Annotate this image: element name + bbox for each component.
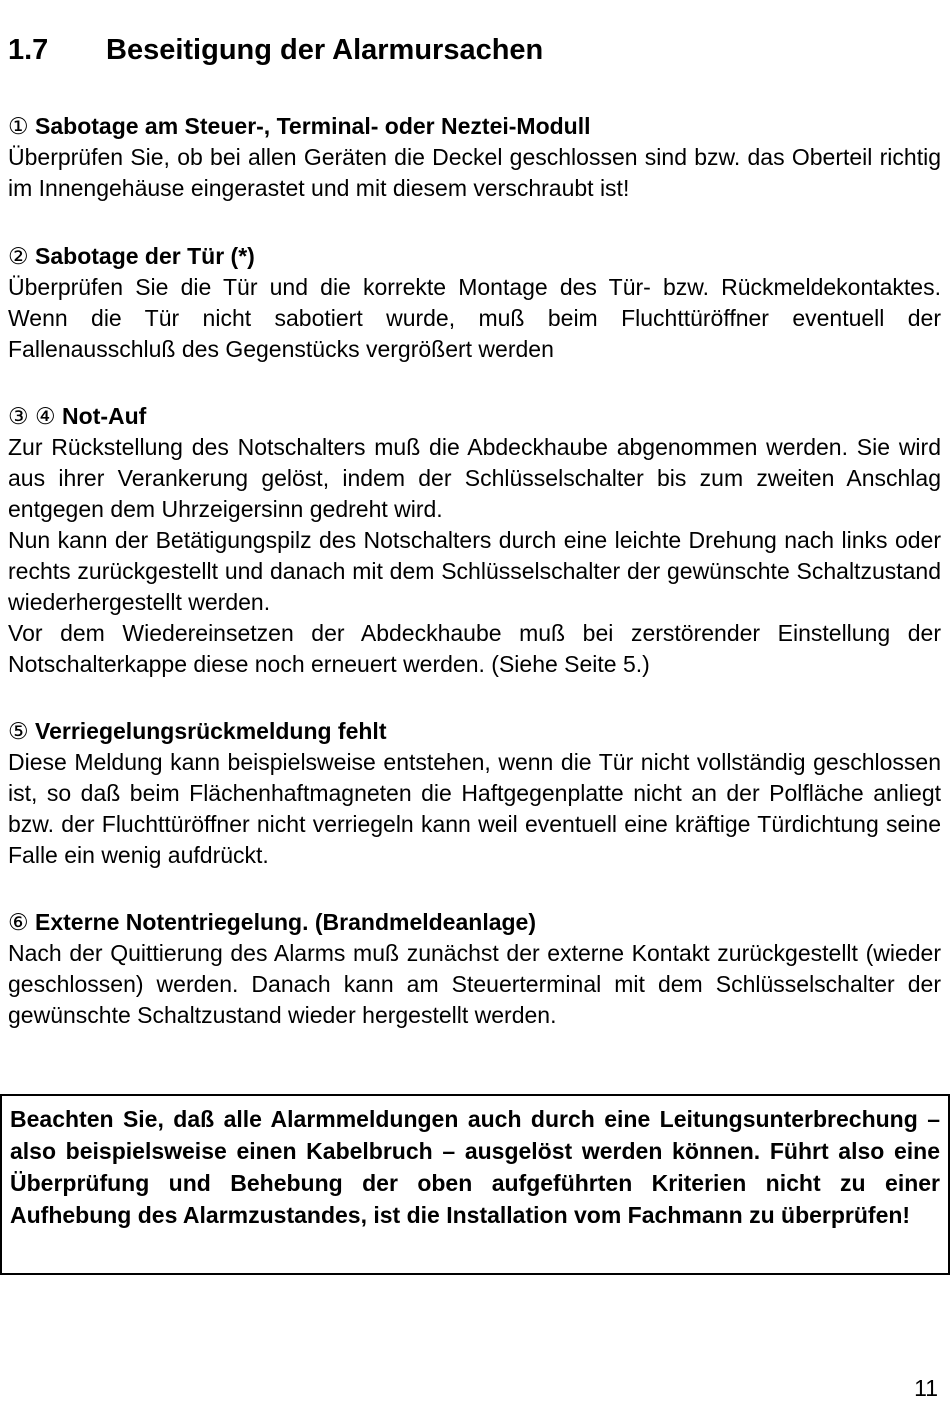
paragraph: Vor dem Wiedereinsetzen der Abdeckhaube muß bei zerstörender Einstellung der Notschalterkappe diese noch erneuert werden. (Siehe Seite 5.) xyxy=(8,620,941,677)
heading-text: Sabotage am Steuer-, Terminal- oder Neztei-Modull xyxy=(35,113,591,139)
section-title: Beseitigung der Alarmursachen xyxy=(106,34,544,66)
paragraph: Nun kann der Betätigungspilz des Notschalters durch eine leichte Drehung nach links oder rechts zurückgestellt und danach mit dem Schlüsselschalter der gewünschte Schaltzustand wiederhergestellt werden. xyxy=(8,527,941,615)
warning-notice-box: Beachten Sie, daß alle Alarmmeldungen auch durch eine Leitungsunterbrechung – also beispielsweise einen Kabelbruch – ausgelöst werden können. Führt also eine Überprüfung und Behebung der oben aufgeführten Kriterien nicht zu einer Aufhebung des Alarmzustandes, ist die Installation vom Fachmann zu überprüfen! xyxy=(0,1094,950,1275)
paragraph: Nach der Quittierung des Alarms muß zunächst der externe Kontakt zurückgestellt (wieder geschlossen) werden. Danach kann am Steuerterminal mit dem Schlüsselschalter der gewünschte Schaltzustand wieder hergestellt werden. xyxy=(8,940,941,1028)
paragraph: Diese Meldung kann beispielsweise entstehen, wenn die Tür nicht vollständig geschlossen ist, so daß beim Flächenhaftmagneten die Haftgegenplatte nicht an der Polfläche anliegt bzw. der Fluchttüröffner nicht verriegeln kann weil eventuell eine kräftige Türdichtung seine Falle ein wenig aufdrückt. xyxy=(8,749,941,868)
circled-number-marker: ① xyxy=(8,113,29,139)
section-heading xyxy=(8,241,941,272)
section-verriegelung xyxy=(8,716,941,871)
heading-text: Verriegelungsrückmeldung fehlt xyxy=(35,718,387,744)
paragraph: Überprüfen Sie die Tür und die korrekte Montage des Tür- bzw. Rückmeldekontaktes. Wenn die Tür nicht sabotiert wurde, muß beim Fluchttüröffner eventuell der Fallenausschluß des Gegenstücks vergrößert werden xyxy=(8,274,941,362)
section-heading xyxy=(8,401,941,432)
heading-text: Sabotage der Tür (*) xyxy=(35,243,255,269)
section-not-auf xyxy=(8,401,941,680)
section-heading xyxy=(8,111,941,142)
circled-number-marker: ③ ④ xyxy=(8,403,56,429)
section-sabotage-module xyxy=(8,111,941,204)
page-number: 11 xyxy=(914,1375,938,1401)
paragraph: Zur Rückstellung des Notschalters muß die Abdeckhaube abgenommen werden. Sie wird aus ihrer Verankerung gelöst, indem der Schlüsselschalter bis zum zweiten Anschlag entgegen dem Uhrzeigersinn gedreht wird. xyxy=(8,434,941,522)
circled-number-marker: ⑥ xyxy=(8,909,29,935)
page-title xyxy=(8,34,543,67)
circled-number-marker: ② xyxy=(8,243,29,269)
paragraph: Überprüfen Sie, ob bei allen Geräten die Deckel geschlossen sind bzw. das Oberteil richtig im Innengehäuse eingerastet und mit diesem verschraubt ist! xyxy=(8,144,941,201)
heading-text: Not-Auf xyxy=(62,403,147,429)
circled-number-marker: ⑤ xyxy=(8,718,29,744)
section-sabotage-door xyxy=(8,241,941,365)
section-number: 1.7 xyxy=(8,34,49,66)
section-heading xyxy=(8,907,941,938)
heading-text: Externe Notentriegelung. (Brandmeldeanlage) xyxy=(35,909,536,935)
section-externe-notentriegelung xyxy=(8,907,941,1031)
section-heading xyxy=(8,716,941,747)
